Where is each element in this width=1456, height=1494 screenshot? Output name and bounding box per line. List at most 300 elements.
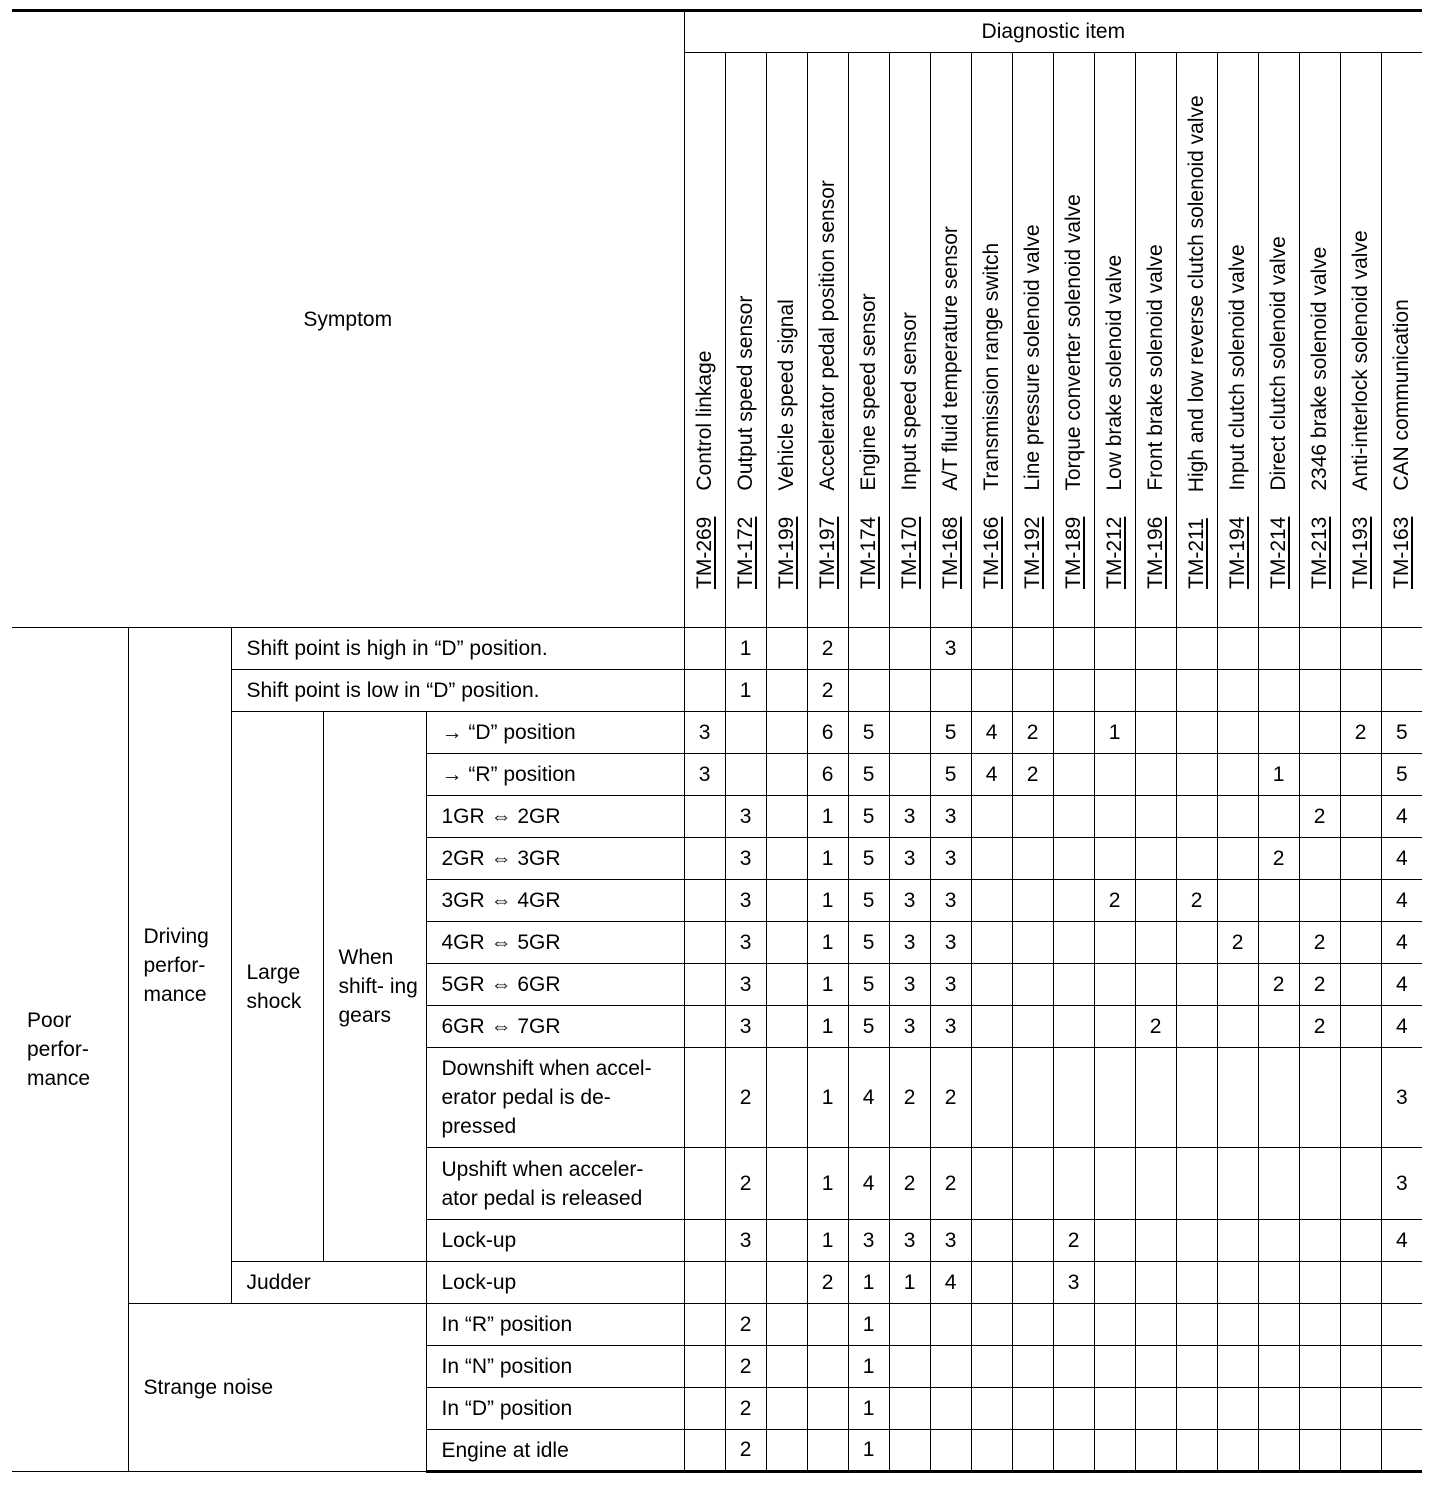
column-ref-link[interactable]: TM-212 — [1102, 516, 1126, 589]
priority-cell — [1340, 628, 1381, 670]
priority-cell: 5 — [1381, 712, 1422, 754]
priority-cell: 2 — [807, 1262, 848, 1304]
column-ref-link[interactable]: TM-214 — [1266, 516, 1290, 589]
priority-cell — [1053, 1304, 1094, 1346]
priority-cell — [766, 628, 807, 670]
priority-cell — [1299, 1430, 1340, 1472]
priority-cell — [1381, 1388, 1422, 1430]
priority-cell — [1094, 1346, 1135, 1388]
priority-cell — [1258, 1048, 1299, 1148]
priority-cell: 1 — [807, 880, 848, 922]
priority-cell — [930, 1388, 971, 1430]
column-ref-link[interactable]: TM-211 — [1184, 518, 1208, 589]
priority-cell — [1094, 1304, 1135, 1346]
column-ref-link[interactable]: TM-192 — [1020, 516, 1044, 589]
symptom-label: In “D” position — [426, 1388, 684, 1430]
priority-cell — [1299, 880, 1340, 922]
priority-cell — [1340, 922, 1381, 964]
priority-cell — [766, 880, 807, 922]
column-header-tm-193 — [1340, 53, 1381, 628]
priority-cell — [1012, 628, 1053, 670]
symptom-header: Symptom — [12, 11, 684, 628]
column-header-tm-197 — [807, 53, 848, 628]
diagnostic-item-header: Diagnostic item — [684, 11, 1422, 53]
priority-cell: 2 — [725, 1388, 766, 1430]
priority-cell: 3 — [725, 880, 766, 922]
symptom-label: Upshift when acceler- ator pedal is released — [426, 1148, 684, 1220]
priority-cell: 4 — [1381, 922, 1422, 964]
priority-cell — [1340, 964, 1381, 1006]
priority-cell — [1176, 796, 1217, 838]
column-name: Line pressure solenoid valve — [1020, 224, 1044, 491]
column-ref-link[interactable]: TM-199 — [774, 516, 798, 589]
priority-cell — [1094, 628, 1135, 670]
priority-cell: 2 — [930, 1048, 971, 1148]
column-ref-link[interactable]: TM-172 — [733, 516, 757, 589]
priority-cell — [1094, 838, 1135, 880]
column-ref-link[interactable]: TM-196 — [1143, 516, 1167, 589]
priority-cell — [1135, 1148, 1176, 1220]
priority-cell — [1258, 1006, 1299, 1048]
priority-cell — [1176, 670, 1217, 712]
symptom-label: 1GR ⇔ 2GR — [426, 796, 684, 838]
priority-cell: 5 — [848, 1006, 889, 1048]
priority-cell — [684, 922, 725, 964]
priority-cell — [1053, 754, 1094, 796]
priority-cell: 2 — [807, 670, 848, 712]
priority-cell — [1012, 1006, 1053, 1048]
column-name: Front brake solenoid valve — [1143, 244, 1167, 491]
priority-cell — [1299, 1346, 1340, 1388]
priority-cell — [1053, 1048, 1094, 1148]
priority-cell — [766, 796, 807, 838]
priority-cell — [1053, 1388, 1094, 1430]
symptom-label: In “N” position — [426, 1346, 684, 1388]
priority-cell: 4 — [971, 754, 1012, 796]
priority-cell — [1176, 838, 1217, 880]
priority-cell: 2 — [1299, 796, 1340, 838]
priority-cell — [725, 1262, 766, 1304]
priority-cell — [1258, 1388, 1299, 1430]
priority-cell — [1176, 712, 1217, 754]
priority-cell — [1053, 1346, 1094, 1388]
priority-cell — [1340, 1006, 1381, 1048]
priority-cell — [1299, 1220, 1340, 1262]
priority-cell: 5 — [1381, 754, 1422, 796]
priority-cell — [1217, 628, 1258, 670]
priority-cell: 3 — [725, 1006, 766, 1048]
priority-cell — [684, 628, 725, 670]
column-name: 2346 brake solenoid valve — [1307, 246, 1331, 491]
table-row — [12, 1304, 1422, 1346]
symptom-label: → “R” position — [426, 754, 684, 796]
priority-cell — [1176, 628, 1217, 670]
column-ref-link[interactable]: TM-197 — [815, 516, 839, 589]
priority-cell — [1135, 964, 1176, 1006]
priority-cell: 4 — [1381, 1220, 1422, 1262]
priority-cell — [1217, 880, 1258, 922]
column-ref-link[interactable]: TM-269 — [692, 516, 716, 589]
priority-cell — [1094, 796, 1135, 838]
priority-cell — [1340, 1048, 1381, 1148]
priority-cell — [930, 670, 971, 712]
priority-cell: 3 — [725, 964, 766, 1006]
priority-cell — [766, 754, 807, 796]
priority-cell — [1012, 796, 1053, 838]
column-ref-link[interactable]: TM-189 — [1061, 516, 1085, 589]
priority-cell — [930, 1346, 971, 1388]
priority-cell — [1299, 1148, 1340, 1220]
priority-cell: 5 — [848, 796, 889, 838]
priority-cell: 3 — [889, 1220, 930, 1262]
priority-cell: 5 — [848, 964, 889, 1006]
symptom-label: 6GR ⇔ 7GR — [426, 1006, 684, 1048]
priority-cell — [1340, 1430, 1381, 1472]
priority-cell — [1217, 754, 1258, 796]
priority-cell: 3 — [725, 838, 766, 880]
priority-cell — [971, 1048, 1012, 1148]
priority-cell: 3 — [930, 922, 971, 964]
header-row-top — [12, 11, 1422, 53]
priority-cell: 4 — [930, 1262, 971, 1304]
priority-cell — [1053, 880, 1094, 922]
priority-cell — [1135, 1388, 1176, 1430]
priority-cell — [1258, 1262, 1299, 1304]
priority-cell — [971, 1220, 1012, 1262]
priority-cell — [1258, 1220, 1299, 1262]
column-header-tm-189 — [1053, 53, 1094, 628]
priority-cell — [766, 1346, 807, 1388]
priority-cell: 2 — [1012, 754, 1053, 796]
column-ref-link[interactable]: TM-170 — [897, 516, 921, 589]
priority-cell: 1 — [807, 796, 848, 838]
priority-cell — [766, 922, 807, 964]
priority-cell: 4 — [1381, 796, 1422, 838]
priority-cell — [1217, 1262, 1258, 1304]
column-ref-link[interactable]: TM-163 — [1389, 516, 1413, 589]
priority-cell — [971, 1430, 1012, 1472]
priority-cell: 3 — [889, 838, 930, 880]
column-header-tm-214 — [1258, 53, 1299, 628]
symptom-label: → “D” position — [426, 712, 684, 754]
priority-cell — [848, 628, 889, 670]
symptom-label: 3GR ⇔ 4GR — [426, 880, 684, 922]
priority-cell — [889, 754, 930, 796]
priority-cell: 4 — [1381, 880, 1422, 922]
priority-cell: 2 — [930, 1148, 971, 1220]
priority-cell: 3 — [889, 1006, 930, 1048]
priority-cell — [1135, 754, 1176, 796]
symptom-label: 2GR ⇔ 3GR — [426, 838, 684, 880]
priority-cell — [807, 1430, 848, 1472]
priority-cell: 1 — [725, 628, 766, 670]
table-row — [12, 628, 1422, 670]
column-name: Direct clutch solenoid valve — [1266, 236, 1290, 491]
column-ref-link[interactable]: TM-168 — [938, 516, 962, 589]
column-header-tm-174 — [848, 53, 889, 628]
column-header-tm-269 — [684, 53, 725, 628]
column-name: Engine speed sensor — [856, 293, 880, 491]
priority-cell: 2 — [725, 1304, 766, 1346]
priority-cell — [1258, 1346, 1299, 1388]
priority-cell — [1217, 838, 1258, 880]
priority-cell — [684, 1148, 725, 1220]
priority-cell — [971, 1006, 1012, 1048]
priority-cell — [807, 1304, 848, 1346]
column-name: Anti-interlock solenoid valve — [1348, 230, 1372, 491]
priority-cell — [1258, 670, 1299, 712]
priority-cell: 2 — [1340, 712, 1381, 754]
priority-cell: 6 — [807, 754, 848, 796]
priority-cell — [1012, 670, 1053, 712]
priority-cell — [766, 1388, 807, 1430]
priority-cell — [1135, 1304, 1176, 1346]
priority-cell — [1299, 1388, 1340, 1430]
priority-cell: 3 — [889, 880, 930, 922]
priority-cell — [807, 1346, 848, 1388]
priority-cell: 2 — [1176, 880, 1217, 922]
priority-cell — [1299, 1048, 1340, 1148]
priority-cell — [1217, 1430, 1258, 1472]
column-name: Control linkage — [692, 350, 716, 491]
priority-cell: 4 — [1381, 1006, 1422, 1048]
symptom-label: Engine at idle — [426, 1430, 684, 1472]
priority-cell — [684, 1304, 725, 1346]
priority-cell — [971, 1262, 1012, 1304]
priority-cell — [889, 1430, 930, 1472]
priority-cell — [1340, 796, 1381, 838]
symptom-label: 5GR ⇔ 6GR — [426, 964, 684, 1006]
priority-cell — [1135, 922, 1176, 964]
priority-cell — [684, 1220, 725, 1262]
column-ref-link[interactable]: TM-166 — [979, 516, 1003, 589]
priority-cell — [1053, 1148, 1094, 1220]
priority-cell — [1381, 1262, 1422, 1304]
priority-cell: 3 — [930, 838, 971, 880]
priority-cell — [1012, 1262, 1053, 1304]
column-name: Accelerator pedal position sensor — [815, 180, 839, 491]
priority-cell — [1217, 1006, 1258, 1048]
priority-cell — [971, 796, 1012, 838]
symptom-diagnosis-table — [12, 9, 1422, 1473]
priority-cell — [971, 1388, 1012, 1430]
priority-cell — [971, 670, 1012, 712]
priority-cell — [684, 1346, 725, 1388]
priority-cell — [1012, 1388, 1053, 1430]
priority-cell — [1217, 1048, 1258, 1148]
priority-cell: 3 — [930, 796, 971, 838]
priority-cell — [1094, 1048, 1135, 1148]
symptom-label: Lock-up — [426, 1220, 684, 1262]
priority-cell — [1094, 964, 1135, 1006]
group-large-shock: Large shock — [231, 712, 323, 1262]
priority-cell — [766, 838, 807, 880]
priority-cell — [971, 1304, 1012, 1346]
priority-cell: 2 — [1258, 964, 1299, 1006]
priority-cell: 1 — [848, 1304, 889, 1346]
column-ref-link[interactable]: TM-193 — [1348, 516, 1372, 589]
priority-cell — [1053, 628, 1094, 670]
priority-cell — [1217, 964, 1258, 1006]
column-name: Output speed sensor — [733, 295, 757, 491]
symptom-label: In “R” position — [426, 1304, 684, 1346]
priority-cell — [1217, 712, 1258, 754]
priority-cell: 3 — [930, 1220, 971, 1262]
priority-cell: 3 — [848, 1220, 889, 1262]
priority-cell — [971, 922, 1012, 964]
priority-cell — [1340, 754, 1381, 796]
priority-cell: 2 — [725, 1346, 766, 1388]
priority-cell — [1381, 628, 1422, 670]
priority-cell: 2 — [725, 1430, 766, 1472]
priority-cell — [1094, 1262, 1135, 1304]
priority-cell — [1012, 1430, 1053, 1472]
priority-cell — [848, 670, 889, 712]
priority-cell: 2 — [889, 1048, 930, 1148]
priority-cell: 5 — [848, 880, 889, 922]
priority-cell — [1053, 964, 1094, 1006]
priority-cell — [684, 838, 725, 880]
priority-cell — [971, 1346, 1012, 1388]
priority-cell: 4 — [848, 1048, 889, 1148]
priority-cell — [1053, 712, 1094, 754]
priority-cell — [1340, 1262, 1381, 1304]
column-header-tm-163 — [1381, 53, 1422, 628]
priority-cell — [1012, 880, 1053, 922]
symptom-label: Shift point is high in “D” position. — [231, 628, 684, 670]
priority-cell: 1 — [807, 1220, 848, 1262]
symptom-label: Shift point is low in “D” position. — [231, 670, 684, 712]
group-strange-noise: Strange noise — [128, 1304, 426, 1472]
priority-cell — [1094, 1220, 1135, 1262]
priority-cell — [971, 880, 1012, 922]
priority-cell: 3 — [889, 922, 930, 964]
priority-cell: 1 — [807, 838, 848, 880]
priority-cell — [1299, 1262, 1340, 1304]
priority-cell — [1340, 838, 1381, 880]
column-name: Torque converter solenoid valve — [1061, 194, 1085, 491]
priority-cell — [1176, 1346, 1217, 1388]
priority-cell: 2 — [725, 1148, 766, 1220]
group-when-shifting-gears: When shift- ing gears — [323, 712, 426, 1262]
priority-cell — [971, 964, 1012, 1006]
group-driving-performance: Driving perfor- mance — [128, 628, 231, 1304]
column-ref-link[interactable]: TM-174 — [856, 516, 880, 589]
priority-cell — [684, 1262, 725, 1304]
priority-cell — [1340, 1346, 1381, 1388]
priority-cell: 3 — [889, 796, 930, 838]
priority-cell: 5 — [848, 922, 889, 964]
column-header-tm-192 — [1012, 53, 1053, 628]
priority-cell — [766, 1304, 807, 1346]
priority-cell: 1 — [848, 1262, 889, 1304]
priority-cell — [1135, 628, 1176, 670]
priority-cell — [1340, 1220, 1381, 1262]
group-judder: Judder — [231, 1262, 426, 1304]
priority-cell — [1299, 1304, 1340, 1346]
priority-cell — [1012, 964, 1053, 1006]
priority-cell: 3 — [684, 712, 725, 754]
priority-cell — [766, 1220, 807, 1262]
column-ref-link[interactable]: TM-194 — [1225, 516, 1249, 589]
priority-cell — [1135, 670, 1176, 712]
priority-cell — [971, 1148, 1012, 1220]
priority-cell: 3 — [930, 628, 971, 670]
symptom-label: Downshift when accel- erator pedal is de- pressed — [426, 1048, 684, 1148]
priority-cell: 2 — [1299, 1006, 1340, 1048]
priority-cell — [1053, 922, 1094, 964]
priority-cell — [1258, 1304, 1299, 1346]
priority-cell — [1340, 1148, 1381, 1220]
priority-cell — [889, 1346, 930, 1388]
priority-cell — [1094, 754, 1135, 796]
priority-cell: 1 — [889, 1262, 930, 1304]
column-name: Transmission range switch — [979, 242, 1003, 491]
column-header-tm-172 — [725, 53, 766, 628]
priority-cell — [1012, 1346, 1053, 1388]
priority-cell — [1217, 1220, 1258, 1262]
priority-cell — [684, 1048, 725, 1148]
column-name: Input clutch solenoid valve — [1225, 244, 1249, 491]
priority-cell — [1053, 1430, 1094, 1472]
priority-cell — [725, 712, 766, 754]
priority-cell — [684, 796, 725, 838]
priority-cell — [1176, 1430, 1217, 1472]
priority-cell: 1 — [725, 670, 766, 712]
priority-cell: 6 — [807, 712, 848, 754]
group-poor-performance: Poor perfor- mance — [12, 628, 128, 1472]
priority-cell — [766, 712, 807, 754]
priority-cell — [1340, 880, 1381, 922]
priority-cell: 1 — [1094, 712, 1135, 754]
priority-cell: 3 — [1381, 1048, 1422, 1148]
priority-cell — [1176, 1148, 1217, 1220]
symptom-label: Lock-up — [426, 1262, 684, 1304]
column-ref-link[interactable]: TM-213 — [1307, 516, 1331, 589]
column-header-tm-170 — [889, 53, 930, 628]
priority-cell — [1299, 628, 1340, 670]
priority-cell — [1340, 670, 1381, 712]
priority-cell — [1053, 796, 1094, 838]
priority-cell — [1258, 796, 1299, 838]
priority-cell — [1012, 1304, 1053, 1346]
priority-cell — [1135, 1346, 1176, 1388]
priority-cell: 3 — [1053, 1262, 1094, 1304]
priority-cell: 5 — [848, 838, 889, 880]
priority-cell — [766, 1430, 807, 1472]
column-header-tm-166 — [971, 53, 1012, 628]
priority-cell: 1 — [807, 964, 848, 1006]
priority-cell — [1094, 1388, 1135, 1430]
column-header-tm-199 — [766, 53, 807, 628]
priority-cell — [766, 964, 807, 1006]
priority-cell: 3 — [725, 796, 766, 838]
priority-cell — [1012, 1048, 1053, 1148]
priority-cell: 5 — [848, 754, 889, 796]
priority-cell — [1176, 1006, 1217, 1048]
priority-cell — [1176, 1220, 1217, 1262]
priority-cell — [889, 628, 930, 670]
priority-cell — [1381, 1430, 1422, 1472]
column-header-tm-212 — [1094, 53, 1135, 628]
priority-cell — [1135, 796, 1176, 838]
priority-cell — [1053, 1006, 1094, 1048]
priority-cell — [971, 838, 1012, 880]
priority-cell — [1299, 712, 1340, 754]
priority-cell: 1 — [807, 922, 848, 964]
priority-cell — [1176, 922, 1217, 964]
priority-cell: 1 — [807, 1006, 848, 1048]
